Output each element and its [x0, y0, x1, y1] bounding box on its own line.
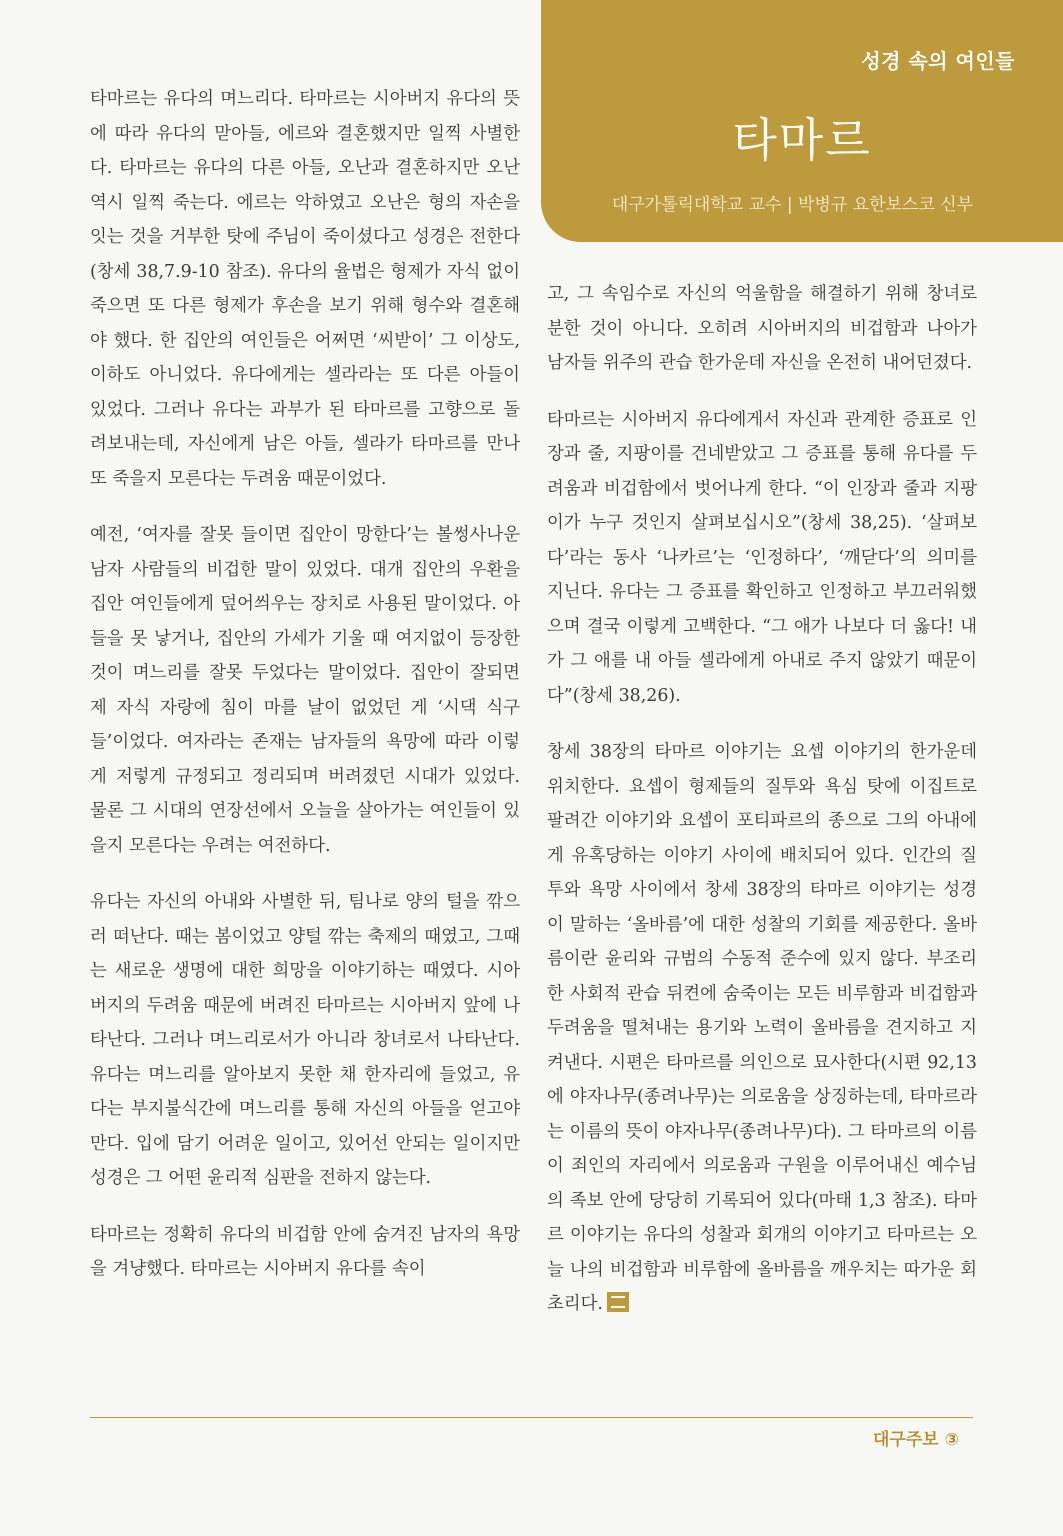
header-banner	[541, 0, 1063, 242]
paragraph-last	[547, 735, 977, 1322]
footer-page-label: 대구주보 ③	[873, 1430, 959, 1450]
paragraph-text: 창세 38장의 타마르 이야기는 요셉 이야기의 한가운데 위치한다. 요셉이 형제들의 질투와 욕심 탓에 이집트로 팔려간 이야기와 요셉이 포티파르의 종으로 그의 아내에게 유혹당하는 이야기 사이에 배치되어 있다. 인간의 질투와 욕망 사이에서 창세 38장의 타마르 이야기는 성경이 말하는 ‘올바름’에 대한 성찰의 기회를 제공한다. 올바름이란 윤리와 규범의 수동적 준수에 있지 않다. 부조리한 사회적 관습 뒤켠에 숨죽이는 모든 비루함과 비겁함과 두려움을 떨쳐내는 용기와 노력이 올바름을 견지하고 지켜낸다. 시편은 타마르를 의인으로 묘사한다(시편 92,13에 야자나무(종려나무)는 의로움을 상징하는데, 타마르라는 이름의 뜻이 야자나무(종려나무)다). 그 타마르의 이름이 죄인의 자리에서 의로움과 구원을 이루어내신 예수님의 족보 안에 당당히 기록되어 있다(마태 1,3 참조). 타마르 이야기는 유다의 성찰과 회개의 이야기고 타마르는 오늘 나의 비겁함과 비루함에 올바름을 깨우치는 따가운 회초리다.	[547, 742, 977, 1314]
footer-divider	[90, 1417, 973, 1418]
left-column	[90, 82, 520, 1309]
paragraph: 유다는 자신의 아내와 사별한 뒤, 팀나로 양의 털을 깎으러 떠난다. 때는 봄이었고 양털 깎는 축제의 때였고, 그때는 새로운 생명에 대한 희망을 이야기하는 때였다. 시아버지의 두려움 때문에 버려진 타마르는 시아버지 앞에 나타난다. 그러나 며느리로서가 아니라 창녀로서 나타난다. 유다는 며느리를 알아보지 못한 채 한자리에 들었고, 유다는 부지불식간에 며느리를 통해 자신의 아들을 얻고야 만다. 입에 담기 어려운 일이고, 있어선 안되는 일이지만 성경은 그 어떤 윤리적 심판을 전하지 않는다.	[90, 892, 520, 1188]
paragraph: 타마르는 시아버지 유다에게서 자신과 관계한 증표로 인장과 줄, 지팡이를 건네받았고 그 증표를 통해 유다를 두려움과 비겁함에서 벗어나게 한다. “이 인장과 줄과 지팡이가 누구 것인지 살펴보십시오”(창세 38,25). ‘살펴보다’라는 동사 ‘나카르’는 ‘인정하다’, ‘깨닫다’의 의미를 지닌다. 유다는 그 증표를 확인하고 인정하고 부끄러워했으며 결국 이렇게 고백한다. “그 애가 나보다 더 옳다! 내가 그 애를 내 아들 셀라에게 아내로 주지 않았기 때문이다”(창세 38,26).	[547, 409, 977, 706]
paragraph: 고, 그 속임수로 자신의 억울함을 해결하기 위해 창녀로 분한 것이 아니다. 오히려 시아버지의 비겁함과 나아가 남자들 위주의 관습 한가운데 자신을 온전히 내어던졌다.	[547, 284, 977, 373]
author-byline: 대구가톨릭대학교 교수 | 박병규 요한보스코 신부	[611, 195, 973, 215]
article-title: 타마르	[732, 113, 872, 167]
right-column	[547, 277, 977, 1344]
end-mark-icon	[607, 1292, 629, 1312]
series-title: 성경 속의 여인들	[861, 49, 1015, 73]
paragraph: 예전, ‘여자를 잘못 들이면 집안이 망한다’는 볼썽사나운 남자 사람들의 비겁한 말이 있었다. 대개 집안의 우환을 집안 여인들에게 덮어씌우는 장치로 사용된 말이었다. 아들을 못 낳거나, 집안의 가세가 기울 때 여지없이 등장한 것이 며느리를 잘못 두었다는 말이었다. 집안이 잘되면 제 자식 자랑에 침이 마를 날이 없었던 게 ‘시댁 식구들’이었다. 여자라는 존재는 남자들의 욕망에 따라 이렇게 저렇게 규정되고 정리되며 버려졌던 시대가 있었다. 물론 그 시대의 연장선에서 오늘을 살아가는 여인들이 있을지 모른다는 우려는 여전하다.	[90, 525, 520, 856]
paragraph: 타마르는 유다의 며느리다. 타마르는 시아버지 유다의 뜻에 따라 유다의 맏아들, 에르와 결혼했지만 일찍 사별한다. 타마르는 유다의 다른 아들, 오난과 결혼하지만 오난 역시 일찍 죽는다. 에르는 악하였고 오난은 형의 자손을 잇는 것을 거부한 탓에 주님이 죽이셨다고 성경은 전한다(창세 38,7.9-10 참조). 유다의 율법은 형제가 자식 없이 죽으면 또 다른 형제가 후손을 보기 위해 형수와 결혼해야 했다. 한 집안의 여인들은 어쩌면 ‘씨받이’ 그 이상도, 이하도 아니었다. 유다에게는 셀라라는 또 다른 아들이 있었다. 그러나 유다는 과부가 된 타마르를 고향으로 돌려보내는데, 자신에게 남은 아들, 셀라가 타마르를 만나 또 죽을지 모른다는 두려움 때문이었다.	[90, 89, 520, 489]
paragraph: 타마르는 정확히 유다의 비겁함 안에 숨겨진 남자의 욕망을 겨냥했다. 타마르는 시아버지 유다를 속이	[90, 1224, 520, 1279]
